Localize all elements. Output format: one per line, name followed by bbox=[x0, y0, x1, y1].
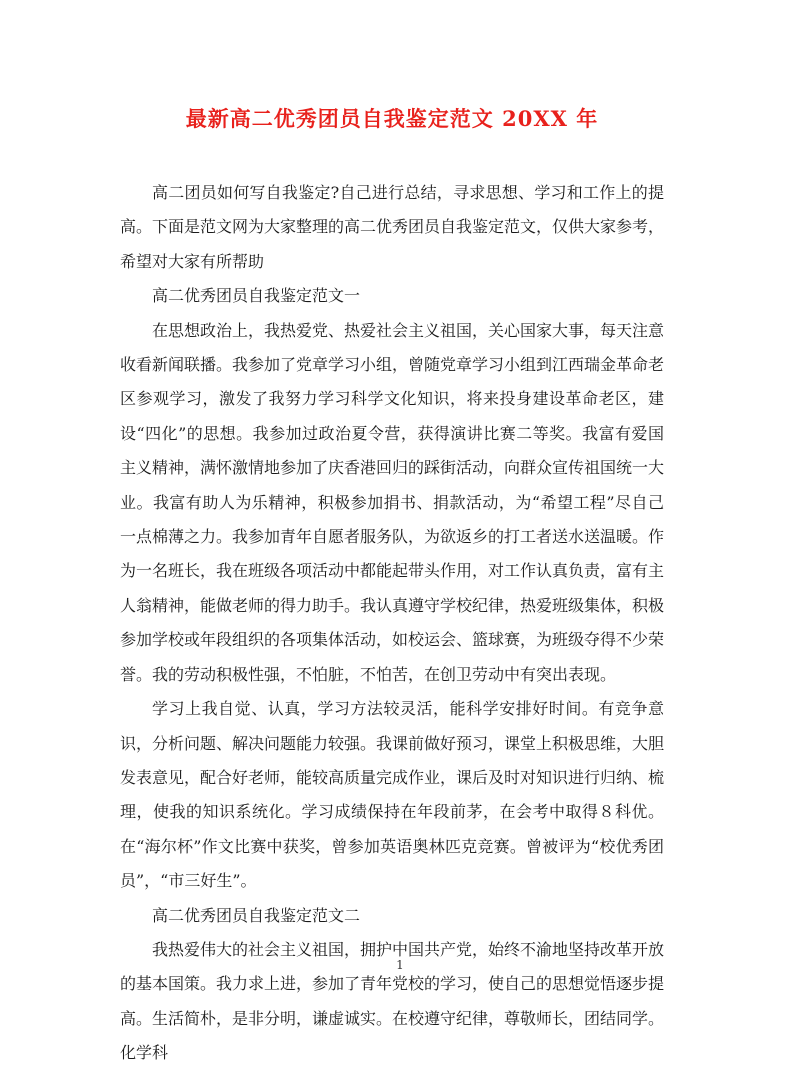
section-heading-1: 高二优秀团员自我鉴定范文一 bbox=[152, 286, 361, 306]
section-heading-2: 高二优秀团员自我鉴定范文二 bbox=[152, 905, 361, 925]
intro-paragraph: 高二团员如何写自我鉴定?自己进行总结，寻求思想、学习和工作上的提高。下面是范文网为大家整理的高二优秀团员自我鉴定范文，仅供大家参考，希望对大家有所帮助 bbox=[120, 183, 665, 271]
page-number: 1 bbox=[396, 958, 404, 972]
section1-paragraph-politics: 在思想政治上，我热爱党、热爱社会主义祖国，关心国家大事，每天注意收看新闻联播。我参加了党章学习小组，曾随党章学习小组到江西瑞金革命老区参观学习，激发了我努力学习科学文化知识，将来投身建设革命老区，建设“四化”的思想。我参加过政治夏令营，获得演讲比赛二等奖。我富有爱国主义精神，满怀激情地参加了庆香港回归的踩街活动，向群众宣传祖国统一大业。我富有助人为乐精神，积极参加捐书、捐款活动，为“希望工程”尽自己一点棉薄之力。我参加青年自愿者服务队，为欲返乡的打工者送水送温暖。作为一名班长，我在班级各项活动中都能起带头作用，对工作认真负责，富有主人翁精神，能做老师的得力助手。我认真遵守学校纪律，热爱班级集体，积极参加学校或年段组织的各项集体活动，如校运会、篮球赛，为班级夺得不少荣誉。我的劳动积极性强，不怕脏，不怕苦，在创卫劳动中有突出表现。 bbox=[120, 320, 665, 684]
section2-paragraph: 我热爱伟大的社会主义祖国，拥护中国共产党，始终不渝地坚持改革开放的基本国策。我力求上进，参加了青年党校的学习，使自己的思想觉悟逐步提高。生活简朴，是非分明，谦虚诚实。在校遵守纪律，尊敬师长，团结同学。化学科 bbox=[120, 939, 665, 1063]
document-body bbox=[120, 176, 664, 1071]
document-title: 最新高二优秀团员自我鉴定范文 20XX 年 bbox=[185, 106, 599, 131]
section1-paragraph-study: 学习上我自觉、认真，学习方法较灵活，能科学安排好时间。有竞争意识，分析问题、解决问题能力较强。我课前做好预习，课堂上积极思维，大胆发表意见，配合好老师，能较高质量完成作业，课后及时对知识进行归纳、梳理，使我的知识系统化。学习成绩保持在年段前茅，在会考中取得８科优。在“海尔杯”作文比赛中获奖，曾参加英语奥林匹克竞赛。曾被评为“校优秀团员”，“市三好生”。 bbox=[120, 699, 665, 891]
